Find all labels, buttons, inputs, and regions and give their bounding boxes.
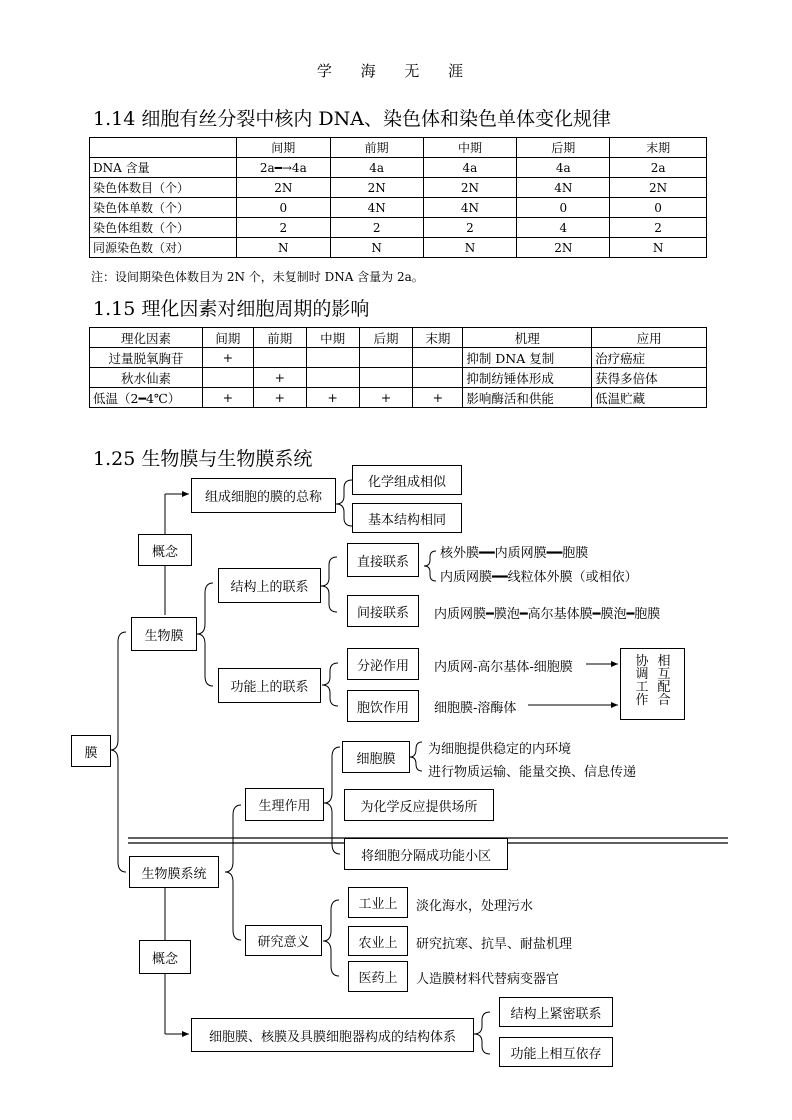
concept2-node: 概念 [139,940,191,974]
table-cell: + [253,368,306,388]
table-cell: 4a [517,158,610,178]
table-note: 注：设间期染色体数目为 2N 个，未复制时 DNA 含量为 2a。 [91,270,424,284]
table-header-cell: 前期 [253,328,306,348]
table-cell: 2N [330,178,423,198]
system-node: 生物膜系统 [129,856,219,888]
table-cell: 2a [610,158,707,178]
medicine-node: 医药上 [348,961,408,992]
research-node: 研究意义 [245,925,322,956]
concept-brace [336,480,352,526]
table-cell: 2N [236,178,330,198]
func-link-node: 功能上的联系 [218,668,321,703]
table-header-cell: 末期 [610,138,707,158]
table-cell: N [236,238,330,258]
coordination-box [620,648,685,720]
direct-link-text-2: 内质网膜━━线粒体外膜（或相依） [440,570,638,585]
table-header-cell: 前期 [330,138,423,158]
system-def-node: 细胞膜、核膜及具膜细胞器构成的结构体系 [191,1018,474,1052]
page-header: 学 海 无 涯 [316,62,476,80]
secretion-path: 内质网-高尔基体-细胞膜 [434,660,573,675]
table-row-label: DNA 含量 [90,158,237,178]
indirect-link-text: 内质网膜━膜泡━高尔基体膜━膜泡━胞膜 [434,607,661,622]
table-header-cell: 后期 [517,138,610,158]
table-header-cell: 间期 [202,328,253,348]
direct-brace [424,551,436,581]
concept-node: 概念 [138,534,192,566]
table-cell: 4a [423,158,517,178]
table-cell: N [330,238,423,258]
industry-text: 淡化海水，处理污水 [416,899,534,914]
table-cell: 2 [236,218,330,238]
pinocytosis-path: 细胞膜-溶酶体 [434,701,517,716]
table-cell-mechanism: 影响酶活和供能 [463,388,592,408]
table-cell-application: 低温贮藏 [592,388,707,408]
table-cell: 2N [423,178,517,198]
table-row-label: 染色体组数（个） [90,218,237,238]
membrane-brace [197,583,213,686]
physio-node: 生理作用 [245,788,324,821]
table-header-cell: 应用 [592,328,707,348]
table-cell: N [610,238,707,258]
coordination-col-2 [657,655,671,707]
table-header-cell: 机理 [463,328,592,348]
table-cell: 2N [517,238,610,258]
section-title-1-25: 1.25 生物膜与生物膜系统 [93,448,313,470]
bottom-brace [474,1012,490,1054]
table-cell: 4 [517,218,610,238]
table-cell: 4a [330,158,423,178]
struct-close-node: 结构上紧密联系 [499,997,613,1027]
table-cell: + [202,388,253,408]
table-cell-mechanism: 抑制 DNA 复制 [463,348,592,368]
cell-membrane-text-2: 进行物质运输、能量交换、信息传递 [428,765,637,780]
table-row-label: 秋水仙素 [90,368,203,388]
cell-membrane-text-1: 为细胞提供稳定的内环境 [428,742,572,757]
root-brace [110,632,126,872]
cell-membrane-node: 细胞膜 [342,741,410,773]
table-cell: 0 [236,198,330,218]
table-row-label: 过量脱氧胸苷 [90,348,203,368]
table-row-label: 同源染色数（对） [90,238,237,258]
secretion-node: 分泌作用 [347,648,419,680]
industry-node: 工业上 [348,887,408,918]
concept-def-node: 组成细胞的膜的总称 [191,478,336,513]
table-cell: N [423,238,517,258]
indirect-link-node: 间接联系 [347,595,419,627]
table-header-cell: 理化因素 [90,328,203,348]
table-cell-mechanism: 抑制纺锤体形成 [463,368,592,388]
table-cell: + [253,388,306,408]
table-cell: 2N [610,178,707,198]
direct-link-text-1: 核外膜━━内质网膜━━胞膜 [440,546,589,561]
table-cell: 2 [330,218,423,238]
table-cell: 0 [517,198,610,218]
section-title-1-14: 1.14 细胞有丝分裂中核内 DNA、染色体和染色单体变化规律 [93,108,611,130]
table-cell: 2 [423,218,517,238]
section-title-1-15: 1.15 理化因素对细胞周期的影响 [93,298,370,320]
table-header-cell: 后期 [359,328,413,348]
table-row-label: 低温（2━4℃） [90,388,203,408]
table-cell: 4N [330,198,423,218]
table-row-label: 染色体单数（个） [90,198,237,218]
table-cell: 2a━→4a [236,158,330,178]
table-header-cell: 中期 [306,328,359,348]
reaction-site-node: 为化学反应提供场所 [344,789,494,821]
coordination-text-1: 协 调 工 作 [635,654,649,708]
table-cell: + [306,388,359,408]
table-cell: 0 [610,198,707,218]
compartment-node: 将细胞分隔成功能小区 [344,838,508,870]
func-depend-node: 功能上相互依存 [499,1037,613,1067]
table-cell: 4N [423,198,517,218]
coordination-text-2: 相 互 配 合 [657,654,671,708]
coordination-col-1 [635,655,649,707]
medicine-text: 人造膜材料代替病变器官 [416,972,560,987]
table-row-label: 染色体数目（个） [90,178,237,198]
table-cell: + [359,388,413,408]
table-cell: + [413,388,463,408]
similar-struct-node: 基本结构相同 [352,503,462,533]
direct-link-node: 直接联系 [347,543,419,577]
table-header-cell: 中期 [423,138,517,158]
research-brace [323,900,339,976]
pinocytosis-node: 胞饮作用 [347,690,419,722]
root-node: 膜 [71,735,111,767]
table-cell: 2 [610,218,707,238]
membrane-node: 生物膜 [131,617,197,651]
table-cell-application: 获得多倍体 [592,368,707,388]
agri-text: 研究抗寒、抗旱、耐盐机理 [416,937,573,952]
func-brace [322,663,338,706]
system-brace [225,805,241,940]
agri-node: 农业上 [348,926,408,956]
struct-link-node: 结构上的联系 [218,568,321,603]
table-cell: 4N [517,178,610,198]
table-cell: + [202,348,253,368]
similar-comp-node: 化学组成相似 [352,465,462,495]
table-header-cell: 间期 [236,138,330,158]
table-header-cell: 末期 [413,328,463,348]
struct-brace [321,557,337,612]
cell-membrane-brace [410,742,422,771]
table-cell-application: 治疗癌症 [592,348,707,368]
